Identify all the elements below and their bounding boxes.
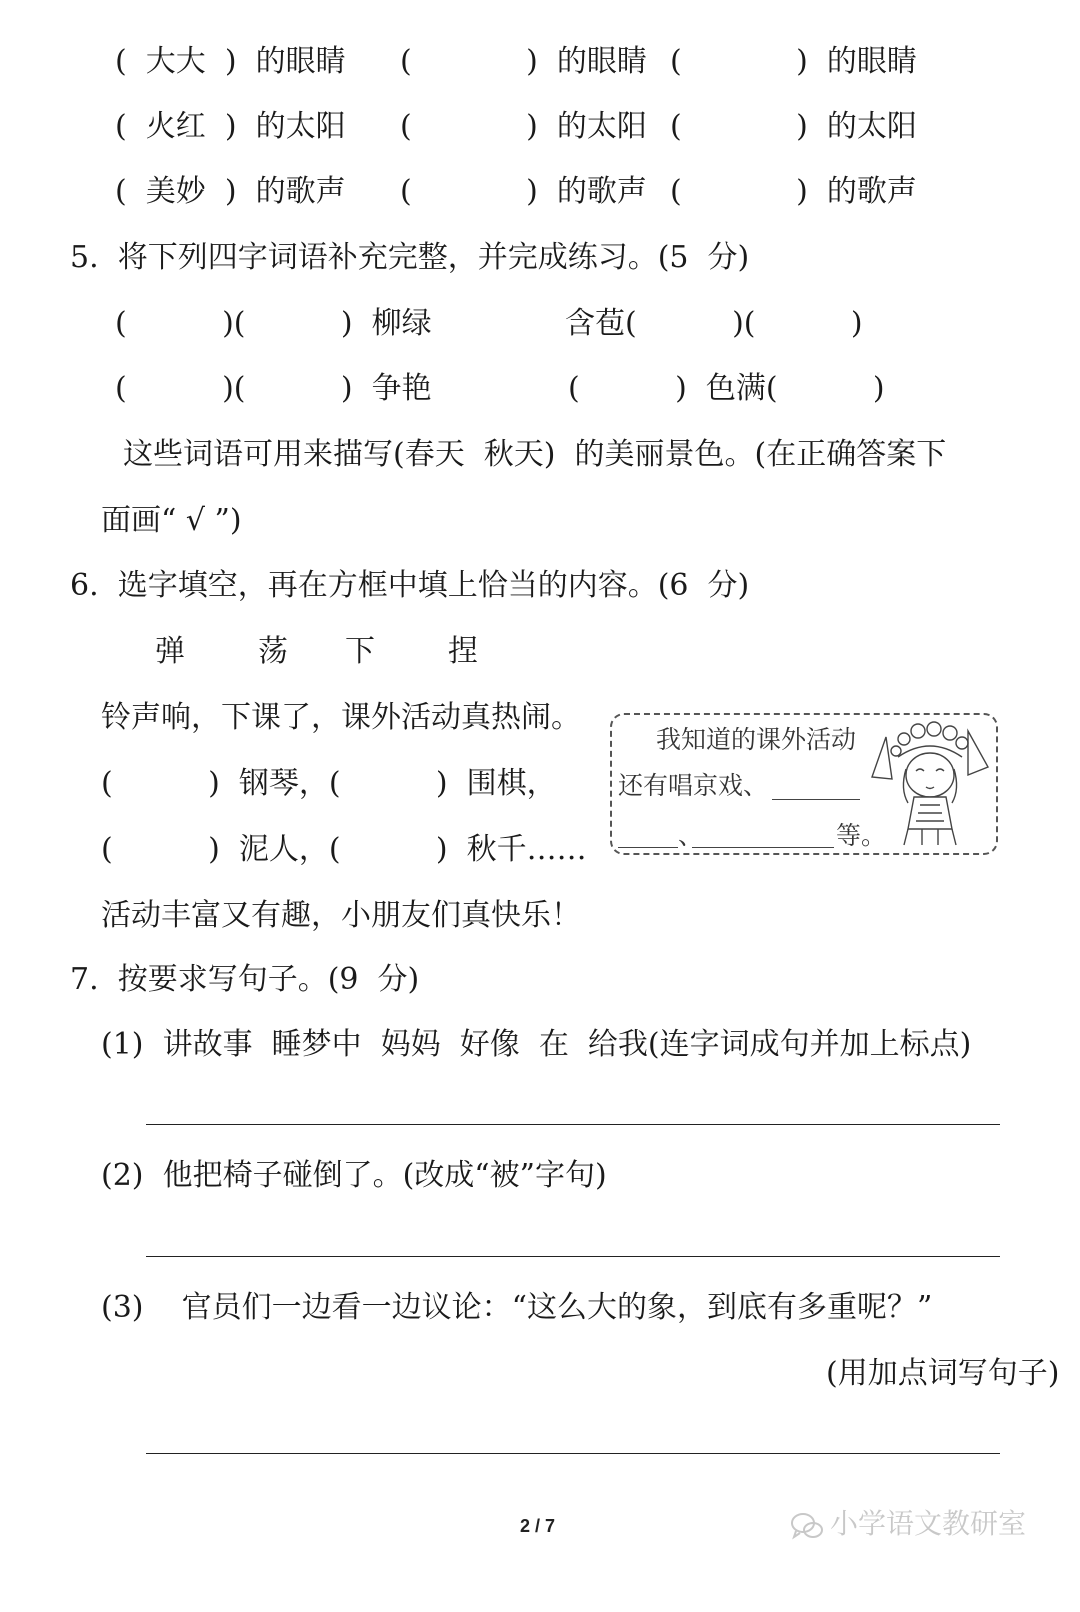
- activity-box-blank-3[interactable]: [692, 847, 834, 848]
- q7-sentence-3-note: (用加点词写句子): [826, 1356, 1060, 1391]
- q4-row3-col3: ( ) 的歌声: [670, 174, 917, 209]
- q4-row3-col2: ( ) 的歌声: [400, 174, 647, 209]
- q7-sentence-1: (1) 讲故事 睡梦中 妈妈 好像 在 给我(连字词成句并加上标点): [101, 1027, 972, 1062]
- q4-row1-col3: ( ) 的眼睛: [670, 44, 917, 79]
- q5-row1-left: ( )( ) 柳绿: [115, 306, 432, 341]
- q5-note-line2: 面画“ √ ”): [101, 503, 242, 538]
- q4-row1-col2: ( ) 的眼睛: [400, 44, 647, 79]
- q7-title: 7. 按要求写句子。(9 分): [70, 962, 420, 997]
- watermark: [790, 1502, 1026, 1542]
- q7-answer-line-2[interactable]: [146, 1256, 1000, 1257]
- q6-passage-line2: ( ) 钢琴，( ) 围棋，: [101, 766, 557, 801]
- q7-answer-line-3[interactable]: [146, 1453, 1000, 1454]
- q6-choice-1: 弹: [155, 634, 185, 669]
- q6-choice-3: 下: [345, 634, 375, 669]
- q6-passage-line3: ( ) 泥人，( ) 秋千……: [101, 832, 587, 867]
- activity-box: [610, 713, 998, 855]
- page-number: 2 / 7: [520, 1516, 556, 1536]
- q5-row2-left: ( )( ) 争艳: [115, 371, 432, 406]
- activity-box-separator: 、: [678, 821, 704, 850]
- q5-row2-right: ( ) 色满( ): [568, 371, 885, 406]
- activity-box-title: 我知道的课外活动: [656, 725, 857, 754]
- peking-opera-figure-illustration: [864, 717, 994, 847]
- q7-sentence-3: (3) 官员们一边看一边议论：“这么大的象，到底有多重呢？”: [101, 1290, 933, 1325]
- q4-row1-col1: ( 大大 ) 的眼睛: [115, 44, 346, 79]
- wechat-icon: [790, 1512, 824, 1540]
- q5-note-line1: 这些词语可用来描写(春天 秋天) 的美丽景色。(在正确答案下: [123, 437, 947, 472]
- activity-box-line1: 还有唱京戏、: [618, 771, 769, 800]
- watermark-text: 小学语文教研室: [830, 1508, 1027, 1539]
- q5-title: 5. 将下列四字词语补充完整，并完成练习。(5 分): [70, 240, 750, 275]
- q4-row2-col1: ( 火红 ) 的太阳: [115, 109, 346, 144]
- q4-row3-col1: ( 美妙 ) 的歌声: [115, 174, 346, 209]
- q4-row2-col3: ( ) 的太阳: [670, 109, 917, 144]
- q6-passage-line4: 活动丰富又有趣，小朋友们真快乐！: [101, 898, 581, 933]
- q6-title: 6. 选字填空，再在方框中填上恰当的内容。(6 分): [70, 568, 750, 603]
- q7-answer-line-1[interactable]: [146, 1124, 1000, 1125]
- q4-row2-col2: ( ) 的太阳: [400, 109, 647, 144]
- activity-box-blank-1[interactable]: [772, 799, 860, 800]
- q6-choice-4: 捏: [448, 634, 478, 669]
- activity-box-blank-2[interactable]: [618, 847, 678, 848]
- q5-row1-right: 含苞( )( ): [565, 306, 863, 341]
- q6-passage-line1: 铃声响，下课了，课外活动真热闹。: [101, 700, 581, 735]
- q6-choice-2: 荡: [258, 634, 288, 669]
- activity-box-end: 等。: [836, 821, 887, 850]
- q7-sentence-2: (2) 他把椅子碰倒了。(改成“被”字句): [101, 1158, 607, 1193]
